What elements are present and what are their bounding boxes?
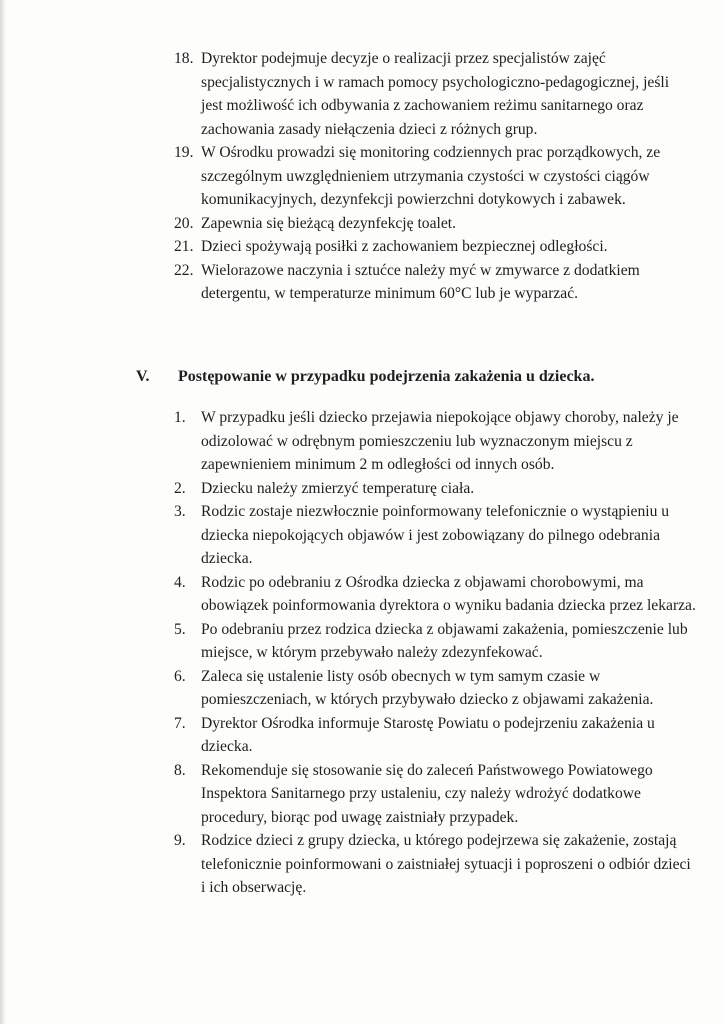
item-text: W przypadku jeśli dziecko przejawia niepokojące objawy choroby, należy je odizolować w odrębnym pomieszczeniu lub wyznaczonym miejscu z zapewnieniem minimum 2 m odległości od innych osób. xyxy=(201,409,679,473)
item-number: 22. xyxy=(174,261,194,279)
list-item xyxy=(174,259,694,306)
item-text: Po odebraniu przez rodzica dziecka z objawami zakażenia, pomieszczenie lub miejsce, w którym przebywało należy zdezynfekować. xyxy=(201,620,688,661)
item-number: 18. xyxy=(174,50,194,67)
item-text: Wielorazowe naczynia i sztućce należy myć w zmywarce z dodatkiem detergentu, w temperaturze minimum 60°C lub je wyparzać. xyxy=(201,261,640,302)
list-item xyxy=(174,477,696,501)
item-text: Dziecku należy zmierzyć temperaturę ciała. xyxy=(201,479,475,497)
item-text: Dyrektor Ośrodka informuje Starostę Powiatu o podejrzeniu zakażenia u dziecka. xyxy=(201,714,655,755)
item-number: 20. xyxy=(174,214,194,232)
list-item xyxy=(174,406,696,477)
item-number: 5. xyxy=(174,620,186,638)
item-text: Rodzice dzieci z grupy dziecka, u którego podejrzewa się zakażenie, zostają telefonicznie poinformowani o zaistniałej sytuacji i poproszeni o odbiór dzieci i ich obserwację. xyxy=(201,832,691,896)
list-item xyxy=(174,47,694,141)
section-list xyxy=(174,406,696,900)
item-number: 2. xyxy=(174,479,186,497)
list-item xyxy=(174,500,696,571)
item-number: 3. xyxy=(174,503,186,520)
item-text: Rodzic zostaje niezwłocznie poinformowany telefonicznie o wystąpieniu u dziecka niepokojących objawów i jest zobowiązany do pilnego odebrania dziecka. xyxy=(201,503,670,567)
list-item xyxy=(174,759,696,830)
item-number: 7. xyxy=(174,714,186,732)
list-item xyxy=(174,829,696,900)
item-number: 6. xyxy=(174,667,186,685)
item-number: 9. xyxy=(174,832,186,849)
list-item xyxy=(174,665,696,712)
item-number: 4. xyxy=(174,573,186,591)
item-text: Zapewnia się bieżącą dezynfekcję toalet. xyxy=(201,214,456,232)
section-title: Postępowanie w przypadku podejrzenia zakażenia u dziecka. xyxy=(178,368,595,385)
list-item xyxy=(174,571,696,618)
item-text: W Ośrodku prowadzi się monitoring codziennych prac porządkowych, ze szczególnym uwzględnieniem utrzymania czystości w czystości ciągów komunikacyjnych, dezynfekcji powierzchni dotykowych i zabawek. xyxy=(201,144,661,208)
item-number: 21. xyxy=(174,238,194,255)
list-item xyxy=(174,618,696,665)
item-number: 1. xyxy=(174,409,186,426)
list-item xyxy=(174,212,694,236)
item-text: Dzieci spożywają posiłki z zachowaniem bezpiecznej odległości. xyxy=(201,238,608,255)
item-text: Rekomenduje się stosowanie się do zaleceń Państwowego Powiatowego Inspektora Sanitarnego przy ustaleniu, czy należy wdrożyć dodatkowe procedury, biorąc pod uwagę zaistniały przypadek. xyxy=(201,761,653,826)
item-text: Rodzic po odebraniu z Ośrodka dziecka z objawami chorobowymi, ma obowiązek poinformowania dyrektora o wyniku badania dziecka przez lekarza. xyxy=(201,573,696,614)
continued-list xyxy=(174,47,694,306)
scan-edge-shadow xyxy=(0,0,6,1024)
list-item xyxy=(174,235,694,259)
item-number: 19. xyxy=(174,144,194,161)
list-item xyxy=(174,141,694,212)
list-item xyxy=(174,712,696,759)
item-text: Dyrektor podejmuje decyzje o realizacji przez specjalistów zajęć specjalistycznych i w ramach pomocy psychologiczno-pedagogicznej, jeśli jest możliwość ich odbywania z zachowaniem reżimu sanitarnego oraz zachowania zasady niełączenia dzieci z różnych grup. xyxy=(201,50,670,138)
section-numeral: V. xyxy=(136,368,150,385)
item-text: Zaleca się ustalenie listy osób obecnych w tym samym czasie w pomieszczeniach, w których przybywało dziecko z objawami zakażenia. xyxy=(201,667,654,708)
item-number: 8. xyxy=(174,761,186,779)
